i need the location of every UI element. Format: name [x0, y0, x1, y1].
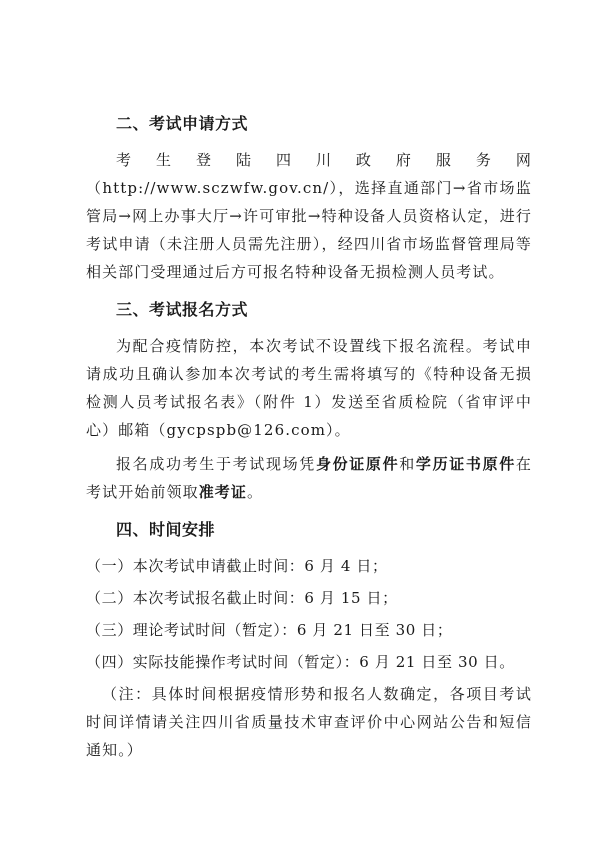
- apply-paragraph: 考生登陆四川政府服务网（http://www.sczwfw.gov.cn/），选择直通部门→省市场监管局→网上办事大厅→许可审批→特种设备人员资格认定，进行考试申请（未注册人员需先注册），经四川省市场监督管理局等相关部门受理通过后方可报名特种设备无损检测人员考试。: [86, 151, 532, 281]
- schedule-item: （二）本次考试报名截止时间：6 月 15 日；: [86, 589, 398, 607]
- admission-ticket: 准考证: [198, 483, 248, 501]
- section-gap: [86, 286, 532, 296]
- section-heading-register: 三、考试报名方式: [116, 300, 249, 319]
- schedule-item: （三）理论考试时间（暂定）：6 月 21 日至 30 日；: [86, 621, 453, 639]
- document-body: [86, 110, 532, 764]
- schedule-item: （四）实际技能操作考试时间（暂定）：6 月 21 日至 30 日。: [86, 653, 515, 671]
- register-text-part1: 报名成功考生于考试现场凭: [116, 455, 316, 473]
- section-gap: [86, 506, 532, 516]
- id-card-original: 身份证原件: [315, 455, 400, 473]
- register-text-part3: 在考试开始前领取: [86, 455, 532, 501]
- schedule-list: [86, 552, 532, 676]
- schedule-note: （注：具体时间根据疫情形势和报名人数确定，各项目考试时间详情请关注四川省质量技术审查评价中心网站公告和短信通知。）: [86, 685, 532, 759]
- register-paragraph-1: 为配合疫情防控，本次考试不设置线下报名流程。考试申请成功且确认参加本次考试的考生需将填写的《特种设备无损检测人员考试报名表》（附件 1）发送至省质检院（省审评中心）邮箱（gycpspb@126.com）。: [86, 337, 532, 439]
- diploma-original: 学历证书原件: [415, 455, 516, 473]
- register-text-part4: 。: [247, 483, 264, 501]
- section-heading-apply: 二、考试申请方式: [116, 114, 249, 133]
- register-text-part2: 和: [399, 455, 416, 473]
- section-heading-schedule: 四、时间安排: [116, 520, 216, 539]
- schedule-item: （一）本次考试申请截止时间：6 月 4 日；: [86, 557, 388, 575]
- register-paragraph-2: [86, 450, 532, 506]
